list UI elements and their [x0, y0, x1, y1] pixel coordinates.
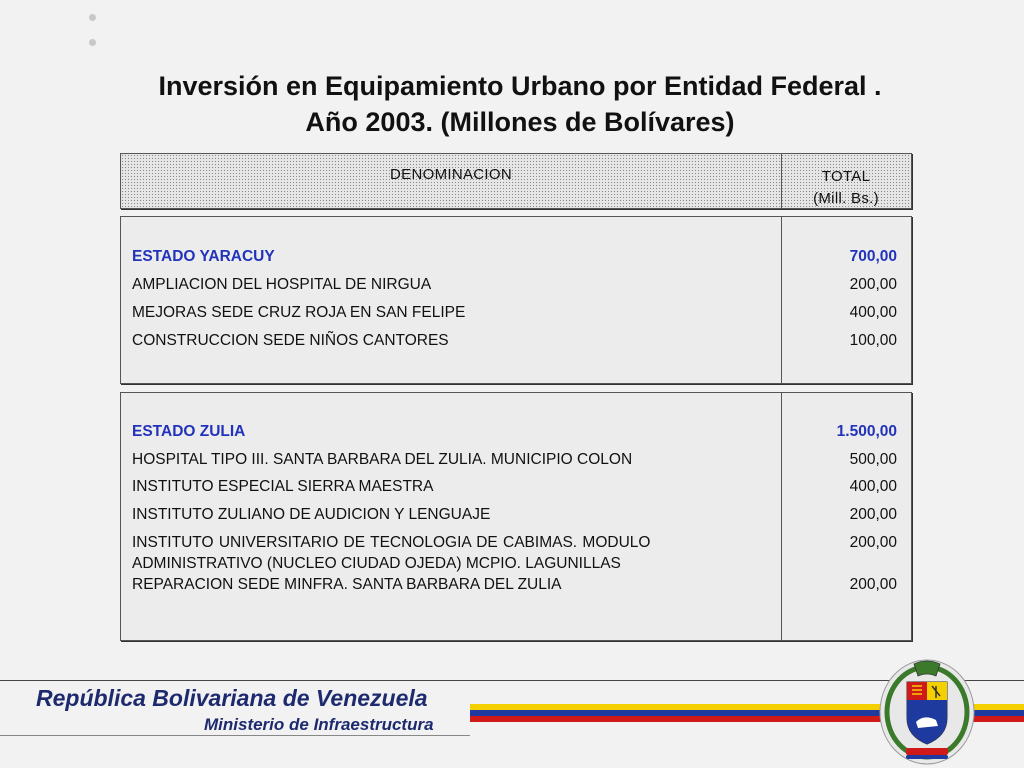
- row-value: 200,00: [849, 506, 897, 523]
- row-name-line-2: ADMINISTRATIVO (NUCLEO CIUDAD OJEDA) MCPIO. LAGUNILLAS: [132, 555, 621, 572]
- bullet-dot: [89, 14, 96, 21]
- row-name: AMPLIACION DEL HOSPITAL DE NIRGUA: [132, 276, 432, 293]
- table-header: [120, 153, 912, 209]
- row-value: 400,00: [849, 304, 897, 321]
- state-total: 1.500,00: [836, 423, 897, 440]
- row-value: 200,00: [849, 276, 897, 293]
- row-value: 400,00: [849, 478, 897, 495]
- header-denominacion: DENOMINACION: [390, 166, 512, 183]
- state-total: 700,00: [849, 248, 897, 265]
- state-name: ESTADO YARACUY: [132, 248, 275, 265]
- row-value: 500,00: [849, 451, 897, 468]
- footer-title: República Bolivariana de Venezuela: [36, 685, 428, 711]
- row-name: REPARACION SEDE MINFRA. SANTA BARBARA DEL ZULIA: [132, 576, 562, 593]
- footer-subtitle: Ministerio de Infraestructura: [204, 715, 434, 734]
- header-total-label: TOTAL: [821, 168, 871, 185]
- row-value: 100,00: [849, 332, 897, 349]
- header-total-unit: (Mill. Bs.): [813, 190, 879, 207]
- coat-of-arms-icon: [878, 656, 976, 766]
- row-name: CONSTRUCCION SEDE NIÑOS CANTORES: [132, 332, 449, 349]
- header-total: [781, 166, 911, 210]
- column-divider: [781, 217, 782, 383]
- page-title: [60, 68, 980, 140]
- section-zulia: [120, 392, 912, 641]
- row-name: INSTITUTO UNIVERSITARIO DE TECNOLOGIA DE CABIMAS. MODULO: [132, 534, 651, 551]
- state-name: ESTADO ZULIA: [132, 423, 246, 440]
- row-value: 200,00: [849, 534, 897, 551]
- bullet-dot: [89, 39, 96, 46]
- column-divider: [781, 393, 782, 640]
- title-line-2: Año 2003. (Millones de Bolívares): [305, 107, 735, 137]
- title-line-1: Inversión en Equipamiento Urbano por Entidad Federal .: [158, 71, 882, 101]
- row-name: HOSPITAL TIPO III. SANTA BARBARA DEL ZULIA. MUNICIPIO COLON: [132, 451, 633, 468]
- row-name: MEJORAS SEDE CRUZ ROJA EN SAN FELIPE: [132, 304, 466, 321]
- row-name: INSTITUTO ZULIANO DE AUDICION Y LENGUAJE: [132, 506, 491, 523]
- row-value: 200,00: [849, 576, 897, 593]
- section-yaracuy: [120, 216, 912, 384]
- row-name: INSTITUTO ESPECIAL SIERRA MAESTRA: [132, 478, 434, 495]
